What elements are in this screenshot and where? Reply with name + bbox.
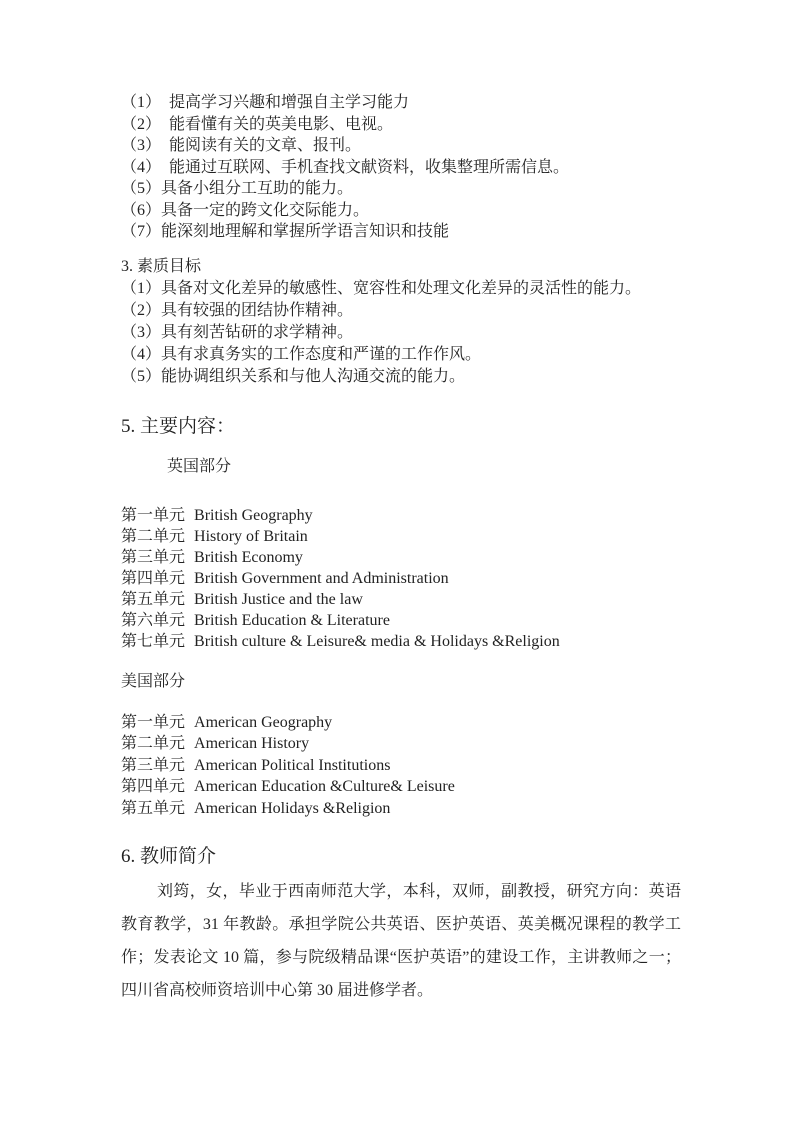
page-content: [121, 0, 681, 1007]
unit-row: [121, 631, 681, 652]
unit-row: [121, 568, 681, 589]
skill-goal-item: （7）能深刻地理解和掌握所学语言知识和技能: [121, 223, 450, 240]
quality-goals-list: [121, 278, 681, 388]
skill-goals-list: [121, 92, 681, 243]
unit-row: [121, 505, 681, 526]
unit-label: 第二单元: [121, 735, 186, 752]
unit-label: 第一单元: [121, 713, 186, 731]
bio-line: 四川省高校师资培训中心第 30 届进修学者。: [121, 982, 434, 999]
unit-label: 第五单元: [121, 799, 186, 817]
unit-row: [121, 712, 681, 734]
unit-label: 第四单元: [121, 778, 186, 795]
teacher-bio-paragraph: [121, 875, 681, 1007]
unit-title: American Education &Culture& Leisure: [194, 778, 455, 795]
unit-title: British Government and Administration: [194, 569, 449, 587]
skill-goal-item: （5）具备小组分工互助的能力。: [121, 180, 354, 197]
unit-title: British culture & Leisure& media & Holidays &Religion: [194, 632, 560, 650]
us-section-title: 美国部分: [121, 672, 186, 690]
us-units-list: [121, 712, 681, 820]
unit-label: 第七单元: [121, 632, 186, 650]
unit-row: [121, 733, 681, 755]
quality-goals-heading: 3. 素质目标: [121, 257, 202, 275]
unit-title: British Economy: [194, 548, 303, 566]
uk-units-list: [121, 505, 681, 652]
unit-label: 第三单元: [121, 548, 186, 566]
unit-row: [121, 526, 681, 547]
unit-title: History of Britain: [194, 527, 308, 545]
unit-title: British Justice and the law: [194, 590, 363, 608]
unit-title: British Geography: [194, 506, 313, 524]
unit-label: 第二单元: [121, 527, 186, 545]
unit-label: 第一单元: [121, 506, 186, 524]
skill-goal-item: （6）具备一定的跨文化交际能力。: [121, 201, 370, 219]
skill-goal-item: （2） 能看懂有关的英美电影、电视。: [121, 115, 394, 133]
skill-goal-item: （4） 能通过互联网、手机查找文献资料，收集整理所需信息。: [121, 158, 570, 176]
teacher-intro-heading: 6. 教师简介: [121, 846, 217, 867]
unit-label: 第五单元: [121, 590, 186, 608]
unit-title: British Education & Literature: [194, 611, 390, 629]
unit-row: [121, 589, 681, 610]
unit-label: 第六单元: [121, 611, 186, 629]
bio-line: 教育教学，31 年教龄。承担学院公共英语、医护英语、英美概况课程的教学工: [121, 916, 681, 933]
uk-section-title: 英国部分: [167, 457, 232, 475]
unit-row: [121, 755, 681, 777]
unit-title: American Geography: [194, 713, 333, 731]
unit-title: American Holidays &Religion: [194, 799, 391, 817]
unit-row: [121, 610, 681, 631]
unit-title: American Political Institutions: [194, 756, 391, 774]
unit-label: 第三单元: [121, 756, 186, 774]
quality-goal-item: （3）具有刻苦钻研的求学精神。: [121, 323, 354, 341]
bio-line: 作；发表论文 10 篇，参与院级精品课“医护英语”的建设工作，主讲教师之一；: [121, 949, 681, 966]
unit-row: [121, 798, 681, 820]
skill-goal-item: （1） 提高学习兴趣和增强自主学习能力: [121, 94, 410, 111]
quality-goal-item: （2）具有较强的团结协作精神。: [121, 301, 354, 319]
bio-line: 刘筠，女，毕业于西南师范大学，本科，双师，副教授，研究方向：英语: [157, 883, 681, 900]
quality-goal-item: （4）具有求真务实的工作态度和严谨的工作作风。: [121, 345, 482, 363]
quality-goal-item: （5）能协调组织关系和与他人沟通交流的能力。: [121, 367, 466, 385]
quality-goal-item: （1）具备对文化差异的敏感性、宽容性和处理文化差异的灵活性的能力。: [121, 279, 642, 297]
unit-row: [121, 776, 681, 798]
unit-title: American History: [194, 735, 310, 752]
skill-goal-item: （3） 能阅读有关的文章、报刊。: [121, 137, 362, 154]
main-content-heading: 5. 主要内容：: [121, 415, 236, 437]
unit-row: [121, 547, 681, 568]
unit-label: 第四单元: [121, 569, 186, 587]
